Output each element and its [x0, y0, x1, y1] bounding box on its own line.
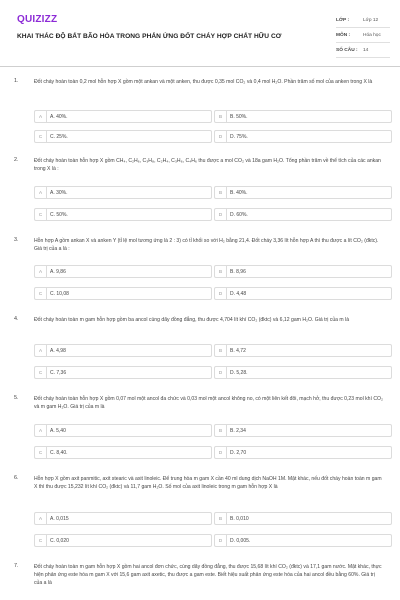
option-b[interactable] [214, 110, 392, 123]
option-text: A. 0,015 [50, 515, 69, 522]
option-letter: B [215, 425, 227, 436]
worksheet-title: KHAI THÁC ĐỘ BẤT BÃO HÒA TRONG PHẢN ỨNG ĐỐT CHÁY HỢP CHẤT HỮU CƠ [17, 33, 282, 40]
option-a[interactable] [34, 265, 212, 278]
meta-value: Hóa học [363, 32, 381, 38]
meta-row-count [336, 43, 390, 58]
option-letter: C [35, 535, 47, 546]
option-letter: B [215, 513, 227, 524]
option-a[interactable] [34, 512, 212, 525]
option-text: D. 4,48 [230, 290, 247, 297]
meta-label: MÔN : [336, 32, 351, 38]
option-text: A. 9,86 [50, 268, 66, 275]
option-d[interactable] [214, 287, 392, 300]
option-letter: A [35, 513, 47, 524]
option-letter: B [215, 187, 227, 198]
option-d[interactable] [214, 534, 392, 547]
option-text: B. 2,34 [230, 427, 246, 434]
question-text: Đốt cháy hoàn toàn 0,2 mol hỗn hợp X gồm một ankan và một anken, thu được 0,35 mol CO₂ và 0,4 mol H₂O. Phần trăm số mol của anken trong X là [34, 79, 373, 85]
option-text: C. 0,020 [50, 537, 69, 544]
option-text: D. 2,70 [230, 449, 247, 456]
option-b[interactable] [214, 186, 392, 199]
option-letter: C [35, 209, 47, 220]
option-text: C. 10,08 [50, 290, 69, 297]
option-letter: A [35, 425, 47, 436]
option-text: B. 0,010 [230, 515, 249, 522]
option-letter: D [215, 209, 227, 220]
option-letter: D [215, 131, 227, 142]
question-number: 4. [14, 316, 19, 322]
option-d[interactable] [214, 130, 392, 143]
option-b[interactable] [214, 265, 392, 278]
option-a[interactable] [34, 110, 212, 123]
meta-table [336, 13, 390, 58]
meta-label: SỐ CÂU : [336, 47, 358, 53]
option-letter: A [35, 266, 47, 277]
option-letter: D [215, 447, 227, 458]
meta-value: Lớp 12 [363, 17, 379, 23]
option-text: D. 60%. [230, 211, 248, 218]
question-text: Đốt cháy hoàn toàn hỗn hợp X gồm 0,07 mol một ancol đa chức và 0,03 mol một ancol không no, có một liên kết đôi, mạch hở, thu được 0,23 mol khí CO₂ và m gam H₂O. Giá trị của m là [34, 396, 383, 410]
option-c[interactable] [34, 130, 212, 143]
option-text: C. 25%. [50, 133, 68, 140]
option-a[interactable] [34, 344, 212, 357]
option-b[interactable] [214, 424, 392, 437]
question-text: Đốt cháy hoàn toàn m gam hỗn hợp X gồm hai ancol đơn chức, cùng dãy đồng đẳng, thu được 15,68 lít khí CO₂ (đktc) và 17,1 gam nước. Mặt khác, thực hiện phản ứng este hóa m gam X với 15,6 gam axit axetic, thu được a gam este. Biết hiệu suất phản ứng este hóa của hai ancol đều bằng 60%. Giá trị của a là [34, 564, 382, 586]
question-number: 6. [14, 475, 19, 481]
option-b[interactable] [214, 512, 392, 525]
option-letter: D [215, 288, 227, 299]
meta-row-class [336, 13, 390, 28]
option-letter: D [215, 367, 227, 378]
question-text: Hỗn hợp X gồm axit panmitic, axit stearic và axit linoleic. Để trung hòa m gam X cần 40 ml dung dịch NaOH 1M. Mặt khác, nếu đốt cháy hoàn toàn m gam X thì thu được 15,232 lít khí CO₂ (đktc) và 11,7 gam H₂O. Số mol của axit linoleic trong m gam hỗn hợp X là [34, 476, 382, 490]
option-text: A. 30%. [50, 189, 68, 196]
option-c[interactable] [34, 534, 212, 547]
option-text: D. 75%. [230, 133, 248, 140]
meta-value: 14 [363, 47, 369, 53]
question-text: Hỗn hợp A gồm ankan X và anken Y (tỉ lệ mol tương ứng là 2 : 3) có tỉ khối so với H₂ bằng 21,4. Đốt cháy 3,36 lít hỗn hợp A thì thu được a lít CO₂ (đktc). Giá trị của a là : [34, 238, 379, 252]
question-number: 7. [14, 563, 19, 569]
option-text: B. 8,96 [230, 268, 246, 275]
option-letter: C [35, 447, 47, 458]
option-d[interactable] [214, 366, 392, 379]
option-text: D. 5,28. [230, 369, 248, 376]
option-letter: C [35, 131, 47, 142]
option-text: B. 4,72 [230, 347, 246, 354]
question-number: 3. [14, 237, 19, 243]
question-text: Đốt cháy hoàn toàn m gam hỗn hợp gồm ba ancol cùng dãy đồng đẳng, thu được 4,704 lít khí CO₂ (đktc) và 6,12 gam H₂O. Giá trị của m là [34, 317, 350, 323]
question-text: Đốt cháy hoàn toàn hỗn hợp X gồm CH₄, C₂H₆, C₃H₈, C₂H₄, C₃H₆, C₄H₆ thu được a mol CO₂ và 18a gam H₂O. Tổng phần trăm về thể tích của các ankan trong X là : [34, 158, 381, 172]
option-text: A. 5,40 [50, 427, 66, 434]
question-number: 2. [14, 157, 19, 163]
brand-logo: QUIZIZZ [17, 14, 58, 25]
option-a[interactable] [34, 424, 212, 437]
option-text: C. 7,36 [50, 369, 67, 376]
option-text: B. 40%. [230, 189, 248, 196]
option-d[interactable] [214, 208, 392, 221]
option-text: D. 0,005. [230, 537, 251, 544]
option-c[interactable] [34, 446, 212, 459]
option-d[interactable] [214, 446, 392, 459]
option-letter: A [35, 187, 47, 198]
option-text: C. 50%. [50, 211, 68, 218]
question-number: 1. [14, 78, 19, 84]
option-letter: D [215, 535, 227, 546]
option-letter: B [215, 345, 227, 356]
option-text: A. 40%. [50, 113, 68, 120]
option-text: B. 50%. [230, 113, 248, 120]
question-number: 5. [14, 395, 19, 401]
option-letter: C [35, 288, 47, 299]
option-letter: A [35, 345, 47, 356]
meta-label: LỚP : [336, 17, 350, 23]
option-c[interactable] [34, 208, 212, 221]
option-c[interactable] [34, 287, 212, 300]
option-a[interactable] [34, 186, 212, 199]
option-text: A. 4,98 [50, 347, 66, 354]
meta-row-subject [336, 28, 390, 43]
option-text: C. 8,40. [50, 449, 68, 456]
option-letter: A [35, 111, 47, 122]
option-b[interactable] [214, 344, 392, 357]
option-letter: B [215, 111, 227, 122]
header-divider [0, 66, 400, 67]
option-letter: C [35, 367, 47, 378]
option-letter: B [215, 266, 227, 277]
option-c[interactable] [34, 366, 212, 379]
